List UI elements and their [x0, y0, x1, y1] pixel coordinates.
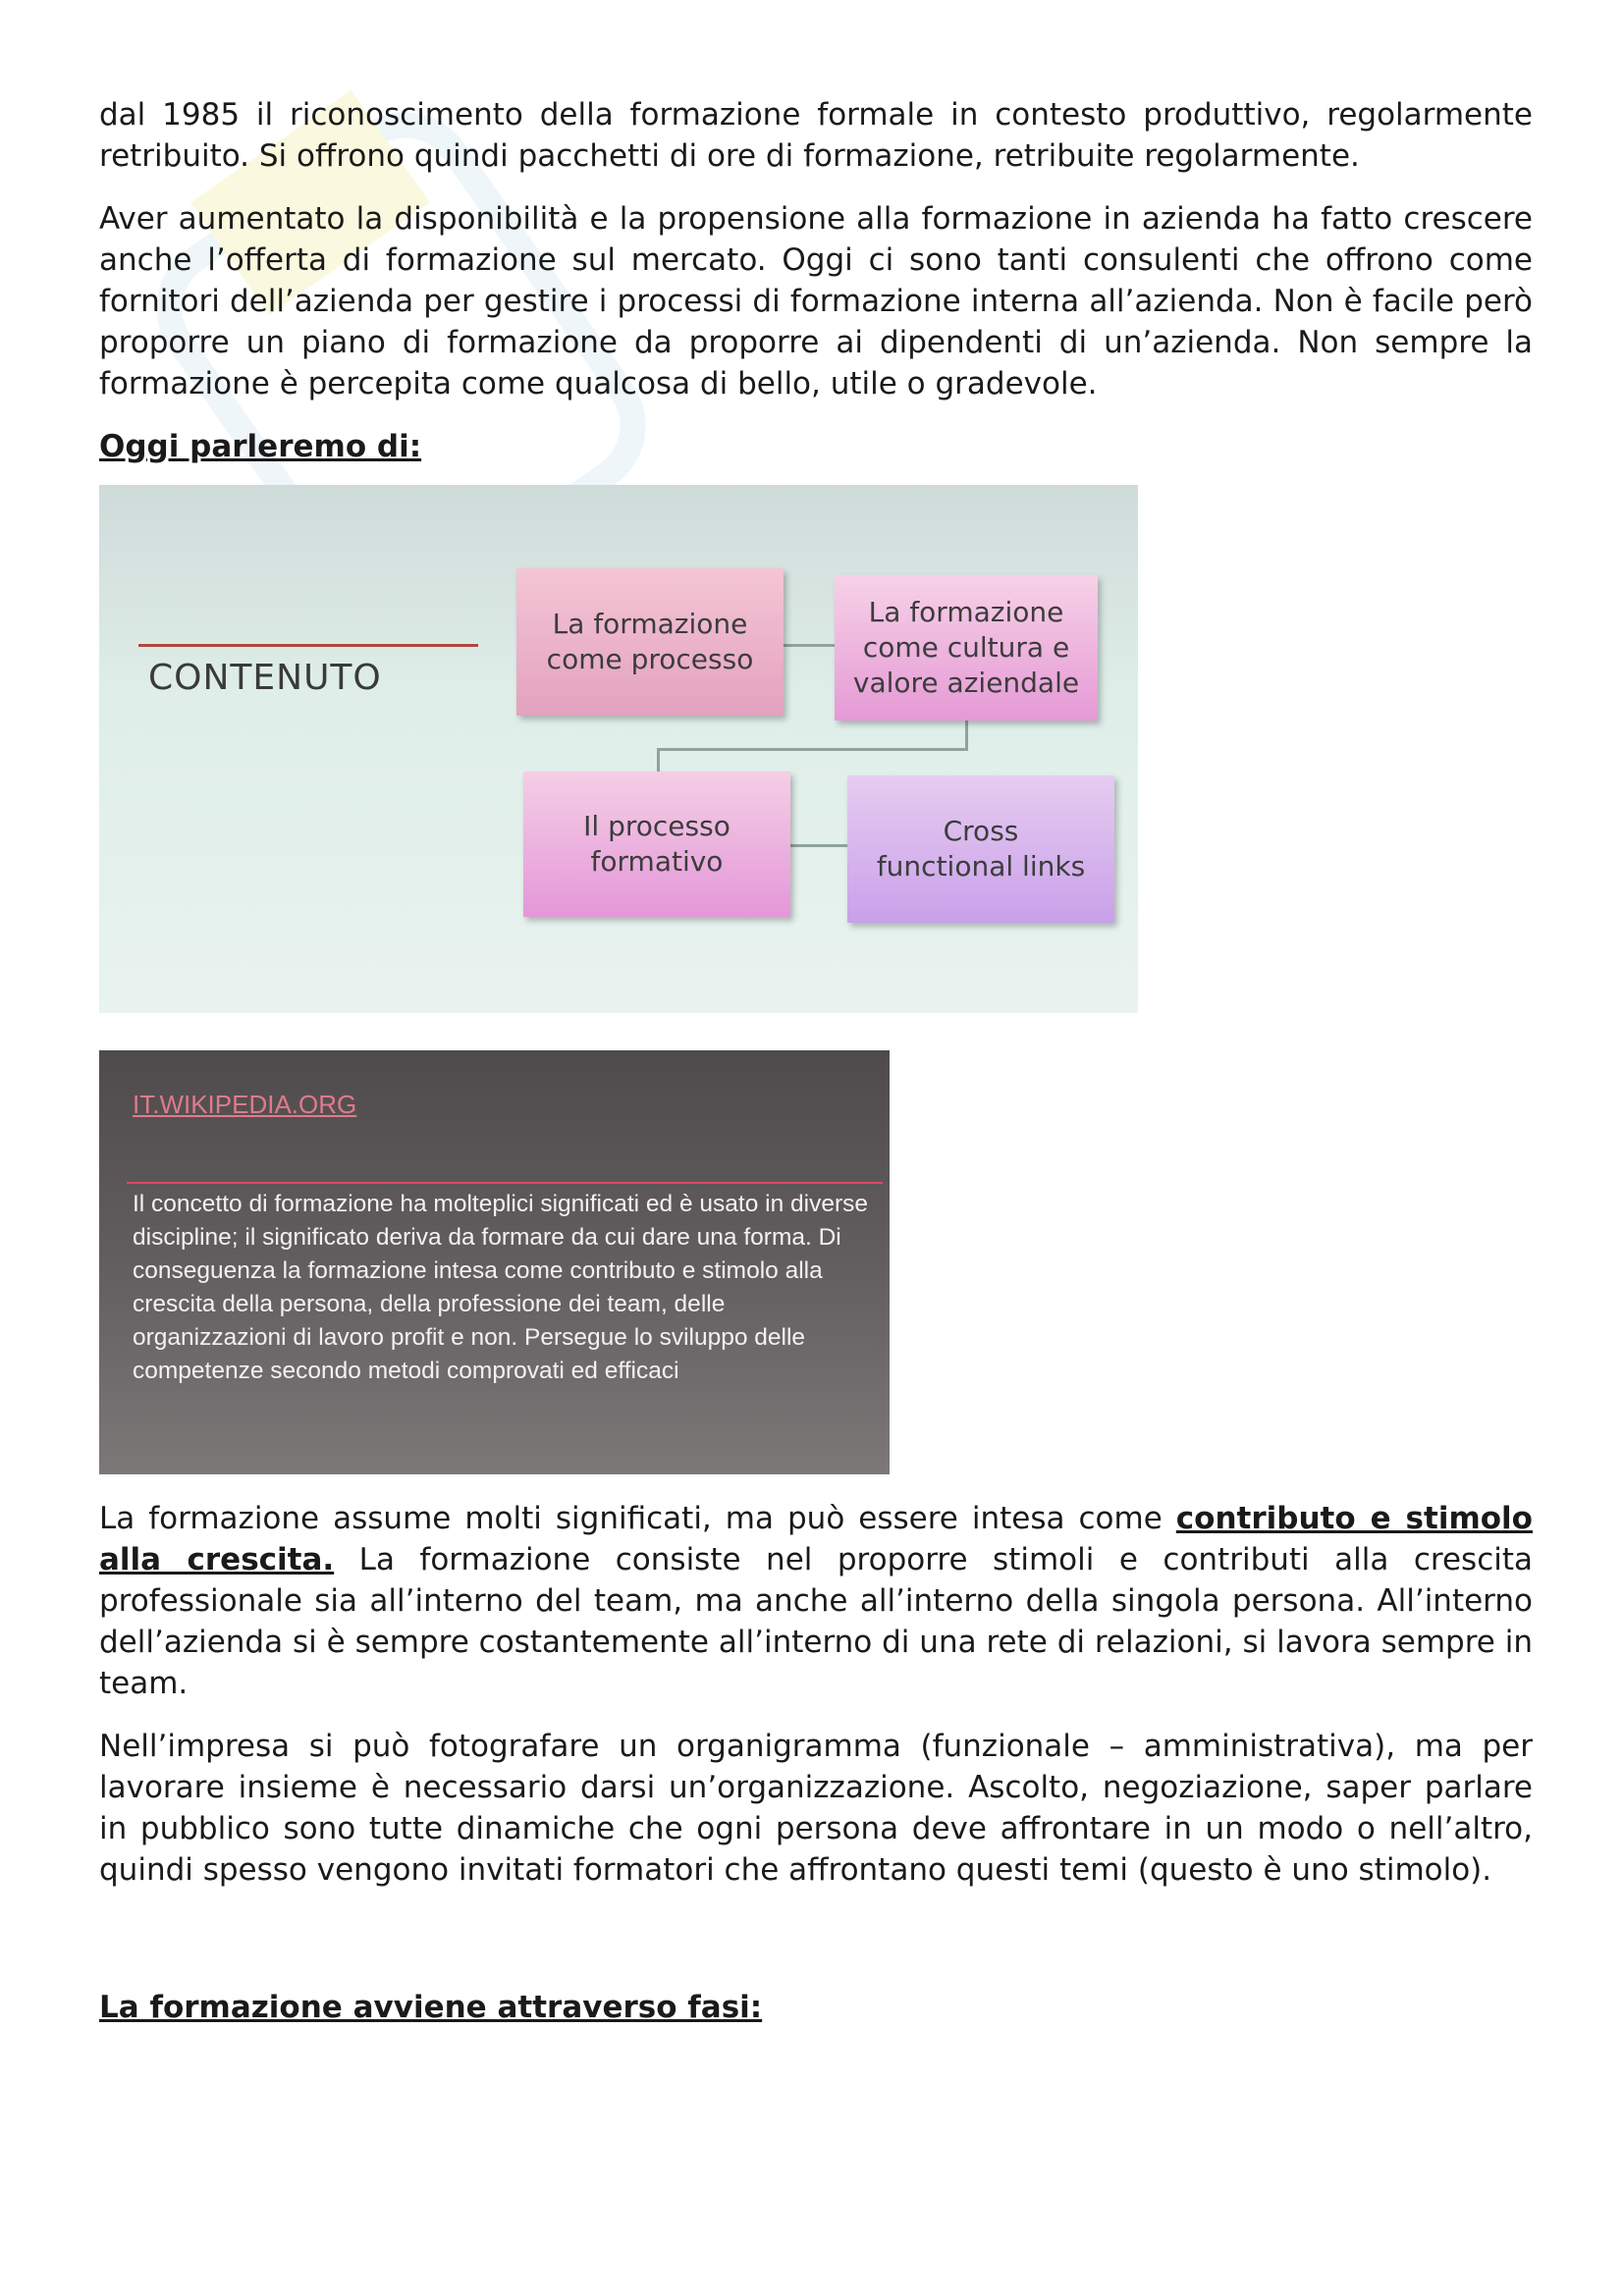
- paragraph-intro: dal 1985 il riconoscimento della formazione formale in contesto produttivo, regolarmente retribuito. Si offrono quindi pacchetti di ore di formazione, retribuite regolarmente.: [99, 97, 1533, 174]
- box-cross-functional: Cross functional links: [847, 775, 1114, 923]
- paragraph-impresa: Nell’impresa si può fotografare un organigramma (funzionale – amministrativa), ma per lavorare insieme è necessario darsi un’organizzazione. Ascolto, negoziazione, saper parlare in pubblico sono tutte dinamiche che ogni persona deve affrontare in un modo o nell’altro, quindi spesso vengono invitati formatori che affrontano questi temi (questo è uno stimolo).: [99, 1729, 1533, 1888]
- document-page: [99, 94, 1533, 2028]
- paragraph-offerta: Aver aumentato la disponibilità e la propensione alla formazione in azienda ha fatto crescere anche l’offerta di formazione sul mercato. Oggi ci sono tanti consulenti che offrono come fornitori dell’azienda per gestire i processi di formazione interna all’azienda. Non è facile però proporre un piano di formazione da proporre ai dipendenti di un’azienda. Non sempre la formazione è percepita come qualcosa di bello, utile o gradevole.: [99, 201, 1533, 401]
- box-formazione-cultura: La formazione come cultura e valore aziendale: [835, 575, 1098, 721]
- arrow-across: [657, 748, 968, 751]
- arrow-b3-b4: [790, 844, 847, 847]
- arrow-down-b3: [657, 748, 660, 772]
- emphasis-contributo: contributo e stimolo alla crescita.: [99, 1501, 1533, 1577]
- heading-fasi: La formazione avviene attraverso fasi:: [99, 1990, 763, 2025]
- arrow-b2-down: [965, 721, 968, 750]
- wikipedia-rule: [127, 1182, 883, 1184]
- wikipedia-definition: Il concetto di formazione ha molteplici significati ed è usato in diverse discipline; il significato deriva da formare da cui dare una forma. Di conseguenza la formazione intesa come contributo e stimolo alla crescita della persona, della professione dei team, delle organizzazioni di lavoro profit e non. Persegue lo sviluppo delle competenze secondo metodi comprovati ed efficaci: [133, 1191, 868, 1384]
- spacer: [99, 1912, 1533, 1987]
- paragraph-significati-after: La formazione consiste nel proporre stimoli e contributi alla crescita professionale sia all’interno del team, ma anche all’interno della singola persona. All’interno dell’azienda si è sempre costantemente all’interno di una rete di relazioni, si lavora sempre in team.: [99, 1542, 1533, 1701]
- paragraph-significati: [99, 1498, 1533, 1704]
- title-rule: [138, 644, 478, 647]
- slide-contenuto-image: [99, 485, 1138, 1013]
- slide-wikipedia-image: [99, 1050, 890, 1474]
- heading-oggi-parleremo: Oggi parleremo di:: [99, 429, 422, 464]
- wikipedia-source: IT.WIKIPEDIA.ORG: [133, 1090, 357, 1119]
- box-processo-formativo: Il processo formativo: [523, 772, 790, 917]
- paragraph-significati-before: La formazione assume molti significati, ma può essere intesa come: [99, 1501, 1176, 1536]
- arrow-b1-b2: [784, 644, 835, 647]
- box-formazione-processo: La formazione come processo: [516, 568, 784, 716]
- slide-title: CONTENUTO: [148, 658, 382, 698]
